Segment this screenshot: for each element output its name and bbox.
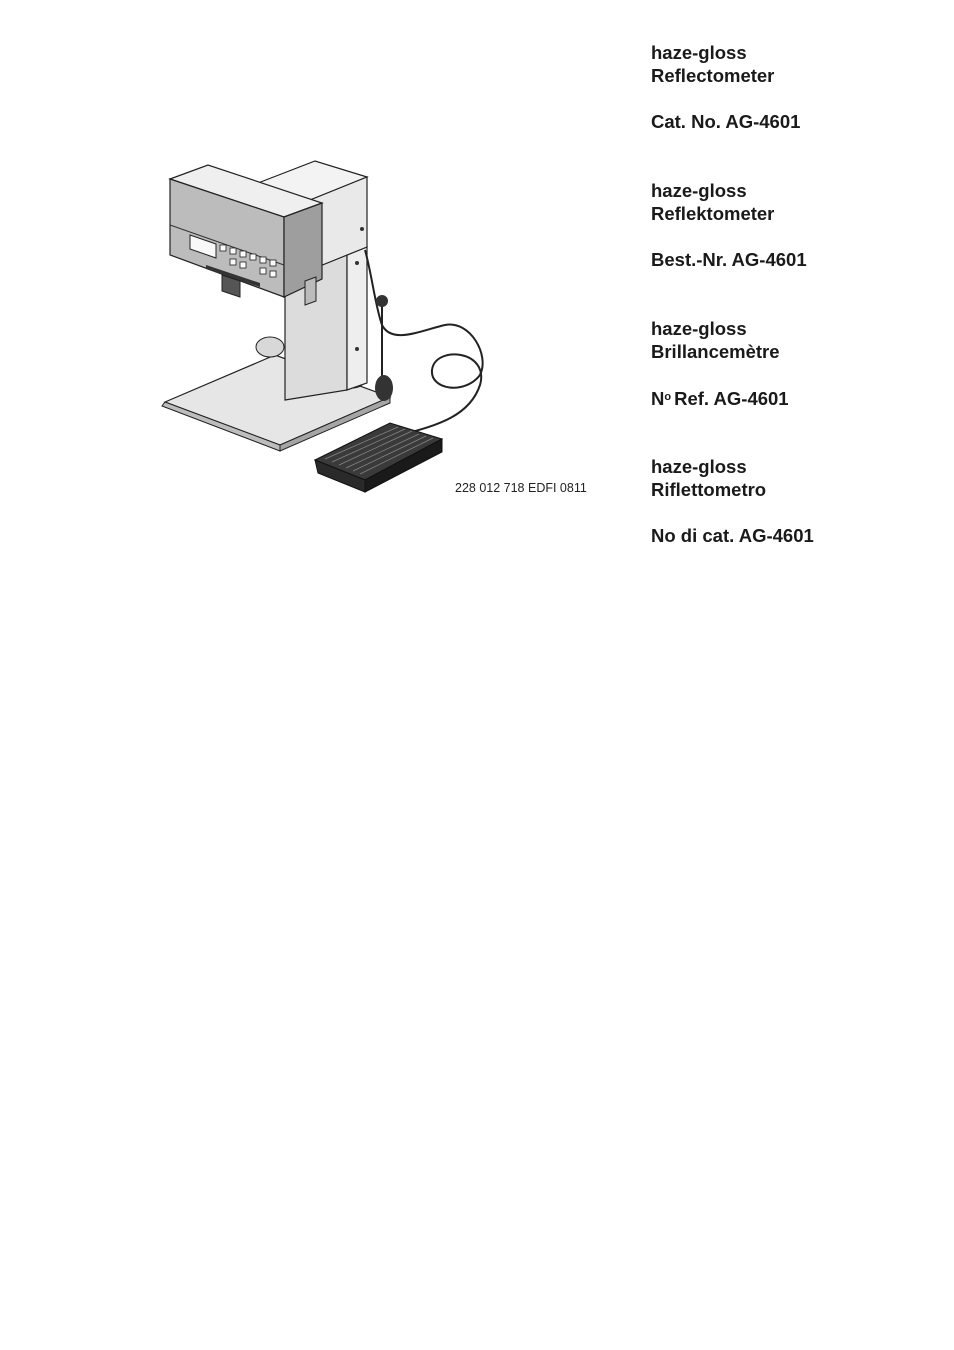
catalog-number: No di cat. AG-4601: [651, 525, 814, 546]
german-block: [651, 179, 941, 317]
language-column: [651, 41, 941, 593]
french-block: [651, 317, 941, 455]
reflectometer-stand-icon: [160, 155, 505, 500]
product-title: Reflectometer: [651, 65, 775, 86]
part-number-label: 228 012 718 EDFI 0811: [455, 481, 587, 495]
product-title: Riflettometro: [651, 479, 767, 500]
instrument-illustration: [160, 155, 505, 500]
product-name: haze-gloss: [651, 456, 747, 477]
catalog-number: Best.-Nr. AG-4601: [651, 249, 807, 270]
product-title: Reflektometer: [651, 203, 775, 224]
catalog-number: $N^o$ Ref. AG-4601: [651, 388, 789, 409]
product-name: haze-gloss: [651, 42, 747, 63]
english-block: [651, 41, 941, 179]
product-name: haze-gloss: [651, 318, 747, 339]
product-name: haze-gloss: [651, 180, 747, 201]
product-title: Brillancemètre: [651, 341, 780, 362]
italian-block: [651, 455, 941, 593]
catalog-number: Cat. No. AG-4601: [651, 111, 801, 132]
